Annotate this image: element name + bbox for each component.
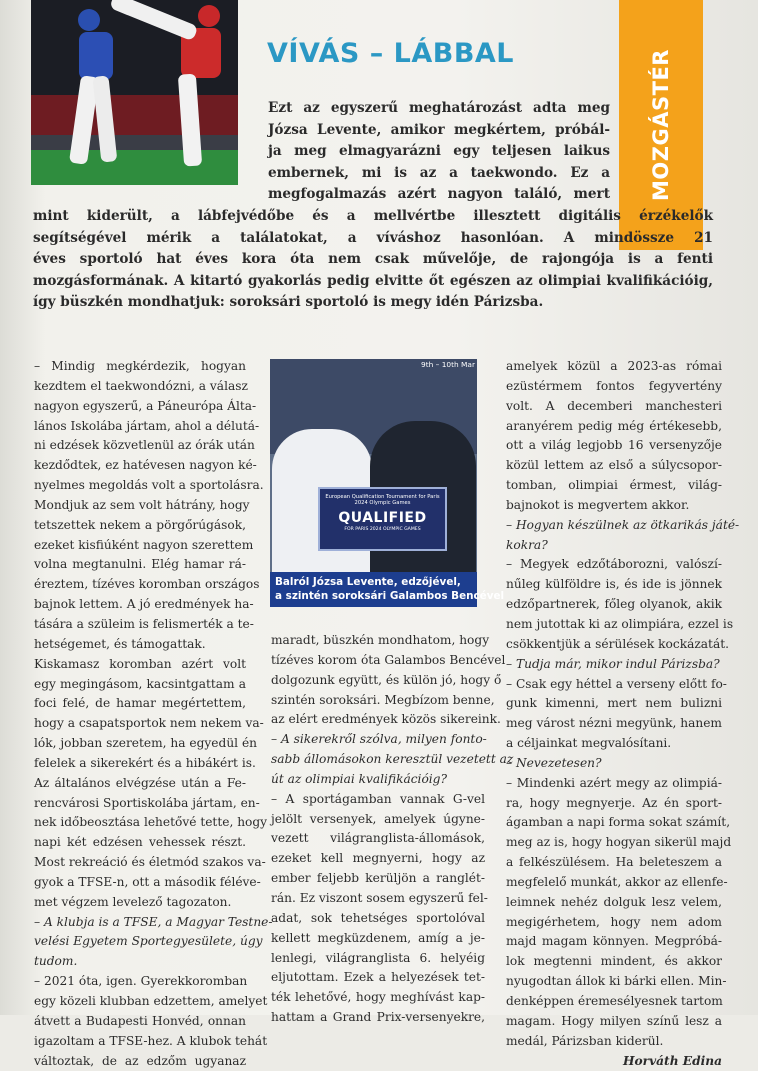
text-line: ték lehetővé, hogy meghívást kap- bbox=[271, 990, 485, 1005]
lead-line: Ezt az egyszerű meghatározást adta meg bbox=[268, 100, 610, 116]
text-line: met végzem levelező tagozaton. bbox=[34, 894, 232, 909]
text-line: út az olimpiai kvalifikációig? bbox=[271, 771, 448, 786]
text-line: foci felé, de hamar megértettem, bbox=[34, 696, 246, 711]
lead-line: éves sportoló hat éves kora óta nem csak művelője, de rajongója is a fenti bbox=[33, 251, 713, 268]
text-line: éreztem, tízéves koromban országos bbox=[34, 577, 260, 592]
text-line: tomban, olimpiai érmest, világ- bbox=[506, 478, 722, 493]
text-line: jelölt versenyek, amelyek úgyne- bbox=[271, 811, 485, 826]
text-line: Most rekreáció és életmód szakos va- bbox=[34, 855, 266, 870]
text-line: amelyek közül a 2023-as római bbox=[506, 359, 722, 373]
sign-top-text: European Qualification Tournament for Paris 2024 Olympic Games bbox=[325, 494, 440, 506]
text-line: sabb állomásokon keresztül vezetett az bbox=[271, 752, 514, 767]
qualified-sign bbox=[318, 487, 447, 551]
text-line: – Mindenki azért megy az olimpiá- bbox=[506, 775, 722, 790]
text-line: – A sportágamban vannak G-vel bbox=[271, 791, 485, 806]
text-line: dolgozunk együtt, és külön jó, hogy ő bbox=[271, 672, 502, 687]
caption-line: a szintén soroksári Galambos Bencével bbox=[275, 589, 505, 602]
text-line: – Csak egy héttel a verseny előtt fo- bbox=[506, 676, 727, 691]
text-line: kellett megküzdenem, amíg a je- bbox=[271, 930, 485, 945]
text-line: – Nevezetesen? bbox=[506, 755, 602, 770]
text-line: napi két edzésen vehessek részt. bbox=[34, 835, 246, 850]
text-line: tetszettek nekem a pörgőrúgások, bbox=[34, 517, 246, 532]
text-line: ezeket kisfiúként nagyon szerettem bbox=[34, 537, 254, 552]
athlete-coach-photo bbox=[270, 359, 505, 607]
text-line: felelek a sikerekért és a hibákért is. bbox=[34, 755, 256, 770]
text-line: Az általános elvégzése után a Fe- bbox=[34, 775, 246, 790]
photo-caption bbox=[270, 572, 505, 607]
text-line: lános Iskolába jártam, ahol a délutá- bbox=[34, 418, 260, 433]
text-line: eljutottam. Ezek a helyezések tet- bbox=[271, 970, 485, 985]
text-line: nyugodtan állok ki bárki ellen. Min- bbox=[506, 974, 727, 989]
lead-line: mozgásformának. A kitartó gyakorlás pedig elvitte őt egészen az olimpiai kvalifikációig, bbox=[33, 272, 713, 289]
text-line: igazoltam a TFSE-hez. A klubok tehát bbox=[34, 1033, 268, 1048]
text-line: leimnek nehéz dolguk lesz velem, bbox=[506, 894, 722, 909]
lead-line: Józsa Levente, amikor megkértem, próbál- bbox=[268, 121, 610, 138]
article-title: VÍVÁS – LÁBBAL bbox=[267, 38, 515, 69]
text-line: csökkentjük a sérülések kockázatát. bbox=[506, 636, 729, 651]
text-line: – A klubja is a TFSE, a Magyar Testne- bbox=[34, 914, 273, 929]
text-line: ott a világ legjobb 16 versenyzője bbox=[506, 438, 722, 453]
text-line: medál, Párizsban kiderül. bbox=[506, 1033, 664, 1048]
text-line: nyelmes megoldás volt a sportolásra. bbox=[34, 478, 264, 493]
text-line: – Tudja már, mikor indul Párizsba? bbox=[506, 656, 720, 671]
lead-paragraph-wide bbox=[33, 206, 713, 314]
text-line: lók, jobban szeretem, ha egyedül én bbox=[34, 736, 258, 751]
text-line: volna megtanulni. Elég hamar rá- bbox=[34, 557, 246, 572]
text-line: hetségemet, és támogattak. bbox=[34, 636, 206, 651]
text-line: vezett világranglista-állomások, bbox=[271, 831, 485, 846]
text-line: bajnok lettem. A jó eredmények ha- bbox=[34, 597, 254, 612]
text-line: ezeket kell megnyerni, hogy az bbox=[271, 851, 485, 866]
text-line: magam. Hogy milyen színű lesz a bbox=[506, 1013, 722, 1028]
text-line: szintén soroksári. Megbízom benne, bbox=[271, 692, 495, 707]
body-column-2 bbox=[271, 631, 514, 1028]
caption-line: Balról Józsa Levente, edzőjével, bbox=[275, 576, 461, 588]
text-line: nűleg külföldre is, és ide is jönnek bbox=[506, 577, 722, 592]
lead-line: segítségével mérik a találatokat, a víváshoz hasonlóan. A mindössze 21 bbox=[33, 229, 713, 246]
lead-line: embernek, mi is az a taekwondo. Ez a bbox=[268, 164, 610, 181]
taekwondo-action-photo bbox=[31, 0, 238, 185]
text-line: gyok a TFSE-n, ott a második féléve- bbox=[34, 874, 261, 889]
text-line: denképpen éremesélyesnek tartom bbox=[506, 994, 723, 1008]
event-date: 9th – 10th Mar bbox=[421, 360, 475, 369]
text-line: kezdtem el taekwondózni, a válasz bbox=[34, 378, 248, 393]
lead-line: mint kiderült, a lábfejvédőbe és a mellvértbe illesztett digitális érzékelők bbox=[33, 208, 713, 224]
text-line: változtak, de az edzőm ugyanaz bbox=[34, 1053, 246, 1068]
text-line: a céljainkat megvalósítani. bbox=[506, 736, 672, 751]
text-line: ni edzések közvetlenül az órák után bbox=[34, 438, 255, 453]
text-line: lenlegi, világranglista 6. helyéig bbox=[271, 950, 485, 965]
text-line: ra, hogy megnyerje. Az én sport- bbox=[506, 795, 722, 810]
text-line: átvett a Budapesti Honvéd, onnan bbox=[34, 1013, 246, 1028]
text-line: nek időbeosztása lehetővé tette, hogy bbox=[34, 815, 268, 830]
lead-line: megfogalmazás azért nagyon találó, mert bbox=[268, 186, 610, 203]
text-line: megfelelő munkát, akkor az ellenfe- bbox=[506, 874, 728, 889]
text-line: kezdődtek, ez hatévesen nagyon ké- bbox=[34, 458, 257, 473]
text-line: hattam a Grand Prix-versenyekre, bbox=[271, 1010, 485, 1025]
text-line: ágamban a napi forma sokat számít, bbox=[506, 815, 731, 830]
text-line: közül lettem az első a súlycsopor- bbox=[506, 458, 722, 473]
text-line: ezüstérmem fontos fegyvertény bbox=[506, 378, 722, 393]
lead-paragraph-top bbox=[268, 98, 610, 206]
fighters-illustration bbox=[31, 0, 238, 185]
author-byline: Horváth Edina bbox=[623, 1053, 722, 1068]
body-column-3 bbox=[506, 357, 740, 1071]
text-line: edzőpartnerek, főleg olyanok, akik bbox=[506, 597, 722, 612]
text-line: az elért eredmények közös sikereink. bbox=[271, 712, 501, 727]
text-line: meg az is, hogy hogyan sikerül majd bbox=[506, 835, 732, 850]
section-label: MOZGÁSTÉR bbox=[649, 49, 673, 201]
text-line: lok megtenni mindent, és akkor bbox=[506, 954, 722, 969]
text-line: – 2021 óta, igen. Gyerekkoromban bbox=[34, 974, 248, 989]
text-line: tudom. bbox=[34, 954, 78, 969]
text-line: – A sikerekről szólva, milyen fonto- bbox=[271, 732, 487, 747]
text-line: hogy a csapatsportok nem nekem va- bbox=[34, 716, 264, 731]
text-line: a felkészülésem. Ha beleteszem a bbox=[506, 855, 722, 870]
text-line: Mondjuk az sem volt hátrány, hogy bbox=[34, 497, 250, 512]
sign-main-text: QUALIFIED bbox=[338, 510, 427, 526]
text-line: – Mindig megkérdezik, hogyan bbox=[34, 359, 246, 373]
text-line: egy közeli klubban edzettem, amelyet bbox=[34, 994, 268, 1008]
text-line: tására a szüleim is felismerték a te- bbox=[34, 616, 254, 631]
body-column-1 bbox=[34, 357, 273, 1071]
text-line: nagyon egyszerű, a Páneurópa Álta- bbox=[34, 398, 257, 413]
text-line: velési Egyetem Sportegyesülete, úgy bbox=[34, 934, 263, 949]
text-line: volt. A decemberi manchesteri bbox=[506, 398, 722, 413]
text-line: kokra? bbox=[506, 537, 548, 552]
sign-bottom-text: FOR PARIS 2024 OLYMPIC GAMES bbox=[344, 527, 421, 532]
text-line: egy megingásom, kacsintgattam a bbox=[34, 676, 246, 691]
text-line: tízéves korom óta Galambos Bencével bbox=[271, 652, 506, 667]
text-line: bajnokot is megvertem akkor. bbox=[506, 497, 690, 512]
text-line: rán. Ez viszont sosem egyszerű fel- bbox=[271, 890, 488, 905]
text-line: Kiskamasz koromban azért volt bbox=[34, 656, 246, 671]
text-line: ember feljebb kerüljön a ranglét- bbox=[271, 871, 485, 886]
text-line: adat, sok tehetséges sportolóval bbox=[271, 910, 485, 925]
text-line: – Hogyan készülnek az ötkarikás játé- bbox=[506, 517, 740, 532]
text-line: gunk kimenni, mert nem bulizni bbox=[506, 696, 722, 711]
text-line: rencvárosi Sportiskolába jártam, en- bbox=[34, 795, 260, 810]
text-line: aranyérem pedig még értékesebb, bbox=[506, 418, 722, 433]
lead-line: így büszkén mondhatjuk: soroksári sportoló is megy idén Párizsba. bbox=[33, 294, 544, 311]
text-line: meg várost nézni megyünk, hanem bbox=[506, 716, 722, 731]
text-line: maradt, büszkén mondhatom, hogy bbox=[271, 633, 490, 647]
text-line: majd magam könnyen. Megpróbá- bbox=[506, 934, 722, 949]
text-line: – Megyek edzőtáborozni, valószí- bbox=[506, 557, 722, 572]
lead-line: ja meg elmagyarázni egy teljesen laikus bbox=[268, 143, 610, 160]
text-line: nem jutottak ki az olimpiára, ezzel is bbox=[506, 616, 734, 631]
text-line: megigérhetem, hogy nem adom bbox=[506, 914, 722, 929]
